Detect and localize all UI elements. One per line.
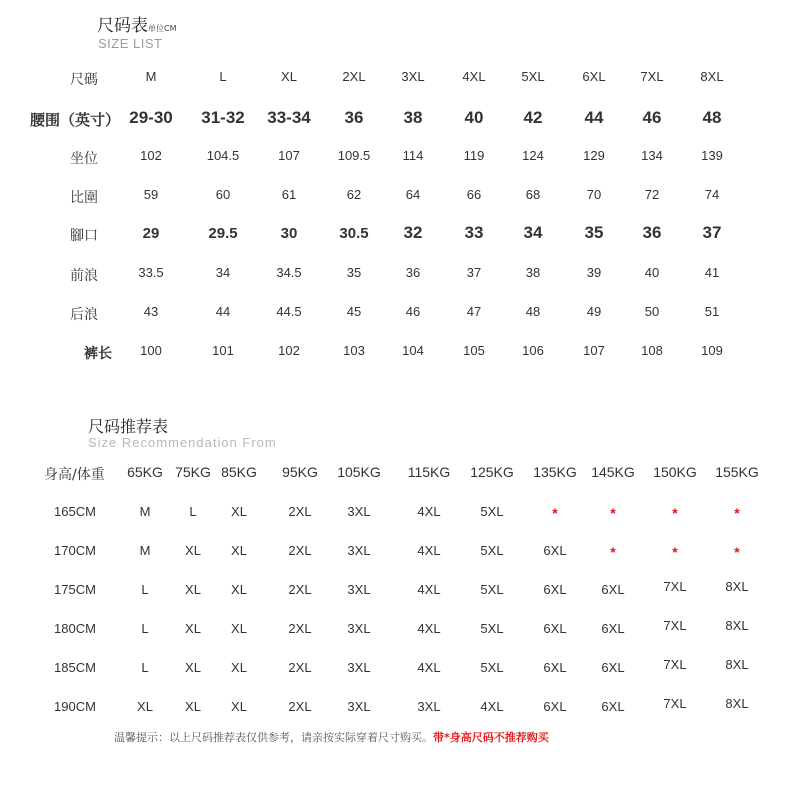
- size-chart-unit: 单位CM: [148, 24, 177, 33]
- size-cell: 109.5: [337, 148, 371, 163]
- rec-cell: 5XL: [480, 660, 504, 675]
- footer-note-text: 温馨提示：以上尺码推荐表仅供参考，请亲按实际穿着尺寸购买。: [114, 731, 433, 744]
- rec-cell: 7XL: [663, 657, 687, 672]
- size-cell: 134: [641, 148, 663, 163]
- rec-cell: 3XL: [347, 504, 371, 519]
- size-cell: 129: [583, 148, 605, 163]
- rec-cell: 6XL: [543, 582, 567, 597]
- size-cell: 139: [701, 148, 723, 163]
- size-cell: 72: [644, 187, 660, 202]
- size-cell: 60: [215, 187, 231, 202]
- size-cell: 37: [702, 223, 722, 242]
- rec-cell: XL: [231, 699, 247, 714]
- size-cell: 29-30: [129, 108, 173, 127]
- rec-cell: 6XL: [543, 621, 567, 636]
- rec-cell: 3XL: [347, 660, 371, 675]
- rec-cell: L: [141, 582, 149, 597]
- size-row-label: 腰围（英寸）: [30, 111, 121, 129]
- size-cell: 30.5: [339, 225, 369, 242]
- rec-cell: 2XL: [288, 660, 312, 675]
- size-cell: 74: [704, 187, 720, 202]
- size-cell: 102: [278, 343, 300, 358]
- size-row-label: 后浪: [70, 307, 98, 323]
- recommendation-subtitle: Size Recommendation From: [88, 435, 277, 450]
- not-recommended-mark: *: [734, 505, 740, 521]
- size-cell: 42: [523, 108, 543, 127]
- rec-height-label: 190CM: [54, 699, 96, 714]
- size-cell: 64: [405, 187, 421, 202]
- rec-cell: L: [141, 621, 149, 636]
- size-cell: 38: [525, 265, 541, 280]
- rec-cell: 5XL: [480, 504, 504, 519]
- rec-weight-header: 125KG: [470, 464, 514, 480]
- size-cell: 30: [280, 225, 298, 242]
- size-cell: 29: [142, 225, 160, 242]
- rec-weight-header: 145KG: [591, 464, 635, 480]
- size-cell: 50: [644, 304, 660, 319]
- size-cell: 106: [522, 343, 544, 358]
- size-cell: 35: [346, 265, 362, 280]
- rec-cell: 6XL: [601, 699, 625, 714]
- size-cell: 47: [466, 304, 482, 319]
- rec-cell: 3XL: [347, 582, 371, 597]
- size-cell: 44.5: [276, 304, 302, 319]
- rec-cell: 7XL: [663, 579, 687, 594]
- rec-cell: L: [189, 504, 197, 519]
- size-header-cell: 6XL: [582, 69, 606, 84]
- rec-cell: XL: [185, 699, 201, 714]
- rec-weight-header: 95KG: [282, 464, 318, 480]
- rec-cell: 2XL: [288, 543, 312, 558]
- rec-weight-header: 75KG: [175, 464, 211, 480]
- size-cell: 45: [346, 304, 362, 319]
- rec-weight-header: 85KG: [221, 464, 257, 480]
- rec-cell: 2XL: [288, 699, 312, 714]
- size-cell: 107: [583, 343, 605, 358]
- rec-cell: 5XL: [480, 582, 504, 597]
- rec-cell: XL: [231, 504, 247, 519]
- size-cell: 36: [344, 108, 364, 127]
- size-header-cell: 5XL: [521, 69, 545, 84]
- size-header-label: 尺碼: [70, 72, 98, 88]
- size-chart-title: [97, 11, 177, 36]
- size-header-cell: 3XL: [401, 69, 425, 84]
- size-cell: 34: [215, 265, 231, 280]
- size-cell: 51: [704, 304, 720, 319]
- size-header-cell: 4XL: [462, 69, 486, 84]
- rec-height-label: 185CM: [54, 660, 96, 675]
- size-row-label: 前浪: [70, 268, 98, 284]
- size-header-cell: 2XL: [342, 69, 366, 84]
- footer-note: [114, 729, 549, 745]
- size-header-cell: 8XL: [700, 69, 724, 84]
- size-cell: 107: [278, 148, 300, 163]
- size-chart-title-text: 尺码表: [97, 16, 148, 36]
- rec-height-label: 165CM: [54, 504, 96, 519]
- rec-weight-header: 105KG: [337, 464, 381, 480]
- size-cell: 70: [586, 187, 602, 202]
- rec-cell: 8XL: [725, 618, 749, 633]
- size-header-cell: 7XL: [640, 69, 664, 84]
- rec-cell: 6XL: [543, 543, 567, 558]
- size-cell: 68: [525, 187, 541, 202]
- rec-cell: 2XL: [288, 504, 312, 519]
- rec-cell: 6XL: [601, 660, 625, 675]
- rec-cell: 8XL: [725, 579, 749, 594]
- rec-weight-header: 155KG: [715, 464, 759, 480]
- size-cell: 32: [403, 223, 423, 242]
- rec-cell: 6XL: [601, 621, 625, 636]
- rec-cell: 3XL: [347, 699, 371, 714]
- size-cell: 40: [644, 265, 660, 280]
- rec-weight-header: 135KG: [533, 464, 577, 480]
- size-cell: 36: [642, 223, 662, 242]
- rec-cell: 8XL: [725, 657, 749, 672]
- size-cell: 43: [143, 304, 159, 319]
- rec-cell: M: [139, 504, 151, 519]
- rec-cell: 5XL: [480, 543, 504, 558]
- size-cell: 44: [215, 304, 231, 319]
- size-cell: 119: [463, 148, 485, 163]
- rec-cell: 2XL: [288, 582, 312, 597]
- size-cell: 40: [464, 108, 484, 127]
- rec-cell: XL: [185, 660, 201, 675]
- size-cell: 41: [704, 265, 720, 280]
- size-cell: 48: [525, 304, 541, 319]
- rec-cell: 8XL: [725, 696, 749, 711]
- size-cell: 36: [405, 265, 421, 280]
- size-cell: 29.5: [208, 225, 238, 242]
- size-cell: 105: [463, 343, 485, 358]
- not-recommended-mark: *: [552, 505, 558, 521]
- size-cell: 44: [584, 108, 604, 127]
- size-cell: 124: [522, 148, 544, 163]
- footer-warning: 带*身高尺码不推荐购买: [433, 731, 549, 744]
- not-recommended-mark: *: [672, 505, 678, 521]
- size-row-label: 坐位: [70, 151, 98, 167]
- size-row-label: 裤长: [84, 346, 112, 362]
- size-cell: 109: [701, 343, 723, 358]
- rec-cell: XL: [231, 543, 247, 558]
- rec-weight-header: 115KG: [407, 464, 451, 480]
- size-cell: 34.5: [276, 265, 302, 280]
- rec-cell: 4XL: [417, 621, 441, 636]
- rec-cell: XL: [231, 621, 247, 636]
- size-cell: 34: [523, 223, 543, 242]
- size-cell: 39: [586, 265, 602, 280]
- rec-cell: 3XL: [347, 621, 371, 636]
- rec-cell: XL: [185, 582, 201, 597]
- rec-cell: 6XL: [543, 699, 567, 714]
- rec-cell: 3XL: [417, 699, 441, 714]
- rec-cell: XL: [137, 699, 153, 714]
- rec-cell: L: [141, 660, 149, 675]
- rec-cell: XL: [185, 621, 201, 636]
- size-cell: 104.5: [206, 148, 240, 163]
- size-cell: 31-32: [201, 108, 245, 127]
- rec-weight-header: 150KG: [653, 464, 697, 480]
- size-cell: 46: [405, 304, 421, 319]
- size-cell: 61: [281, 187, 297, 202]
- not-recommended-mark: *: [672, 544, 678, 560]
- size-cell: 46: [642, 108, 662, 127]
- rec-cell: 6XL: [543, 660, 567, 675]
- size-cell: 33.5: [138, 265, 164, 280]
- rec-cell: 2XL: [288, 621, 312, 636]
- size-cell: 114: [402, 148, 424, 163]
- size-cell: 104: [402, 343, 424, 358]
- not-recommended-mark: *: [610, 505, 616, 521]
- size-cell: 59: [143, 187, 159, 202]
- size-cell: 37: [466, 265, 482, 280]
- rec-cell: XL: [231, 582, 247, 597]
- rec-cell: M: [139, 543, 151, 558]
- size-cell: 66: [466, 187, 482, 202]
- size-cell: 102: [140, 148, 162, 163]
- size-row-label: 腳口: [70, 228, 98, 244]
- size-cell: 101: [212, 343, 234, 358]
- rec-cell: 3XL: [347, 543, 371, 558]
- rec-cell: 6XL: [601, 582, 625, 597]
- size-cell: 48: [702, 108, 722, 127]
- recommendation-title: 尺码推荐表: [88, 417, 169, 436]
- rec-cell: 4XL: [417, 504, 441, 519]
- not-recommended-mark: *: [734, 544, 740, 560]
- size-cell: 108: [641, 343, 663, 358]
- size-header-cell: XL: [281, 69, 297, 84]
- size-header-cell: L: [219, 69, 227, 84]
- rec-cell: 4XL: [417, 660, 441, 675]
- not-recommended-mark: *: [610, 544, 616, 560]
- rec-cell: 4XL: [480, 699, 504, 714]
- size-cell: 103: [343, 343, 365, 358]
- size-cell: 33: [464, 223, 484, 242]
- rec-height-label: 170CM: [54, 543, 96, 558]
- size-row-label: 比圍: [70, 190, 98, 206]
- rec-cell: 4XL: [417, 543, 441, 558]
- size-chart-subtitle: SIZE LIST: [98, 36, 163, 51]
- rec-cell: XL: [231, 660, 247, 675]
- rec-cell: 7XL: [663, 618, 687, 633]
- size-cell: 38: [403, 108, 423, 127]
- size-cell: 62: [346, 187, 362, 202]
- rec-cell: 7XL: [663, 696, 687, 711]
- rec-corner-label: 身高/体重: [44, 467, 105, 483]
- size-cell: 49: [586, 304, 602, 319]
- rec-height-label: 175CM: [54, 582, 96, 597]
- size-cell: 35: [584, 223, 604, 242]
- size-header-cell: M: [145, 69, 157, 84]
- rec-weight-header: 65KG: [127, 464, 163, 480]
- size-cell: 100: [140, 343, 162, 358]
- size-cell: 33-34: [267, 108, 311, 127]
- rec-cell: 4XL: [417, 582, 441, 597]
- rec-cell: XL: [185, 543, 201, 558]
- rec-cell: 5XL: [480, 621, 504, 636]
- rec-height-label: 180CM: [54, 621, 96, 636]
